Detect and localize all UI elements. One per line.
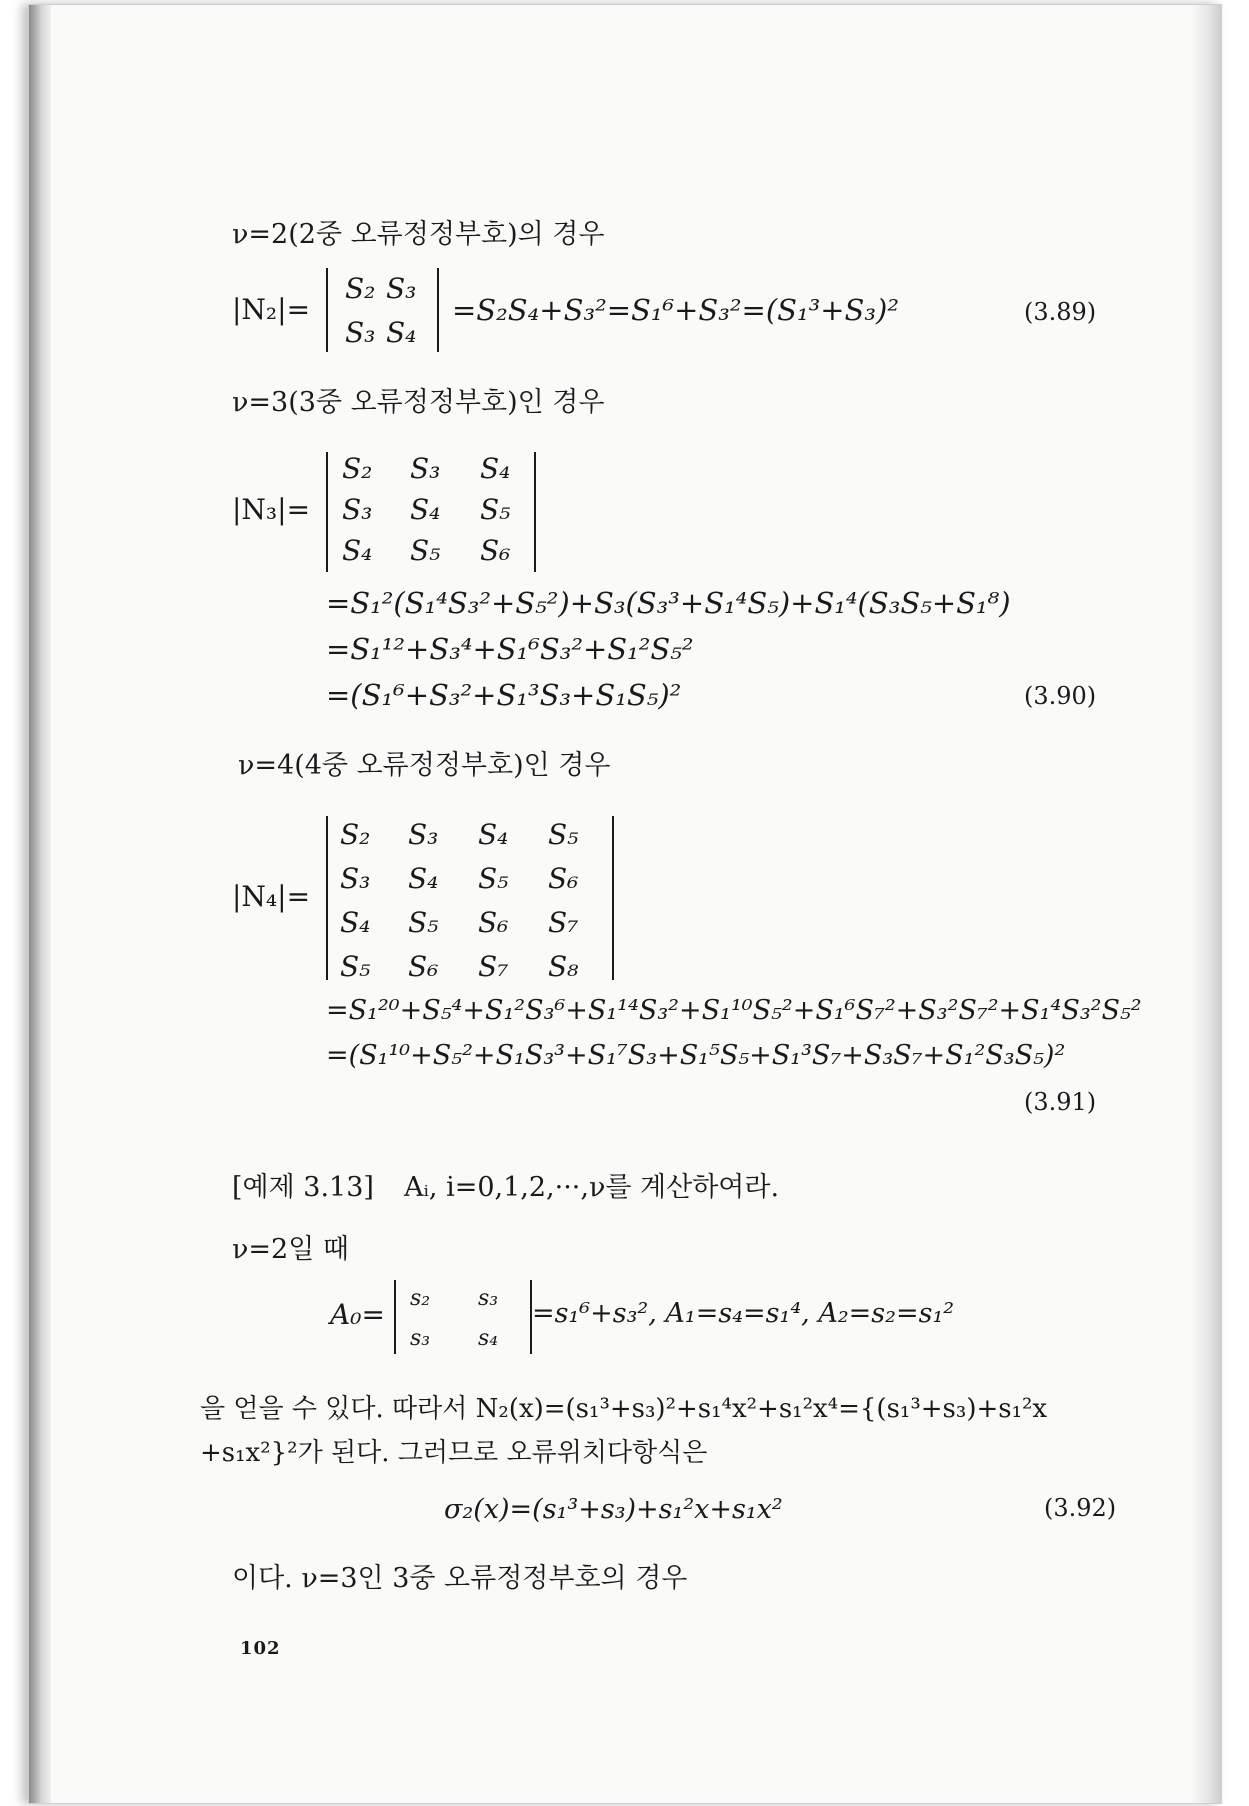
matrix-cell: S₆ xyxy=(408,950,439,983)
page-spine-shadow xyxy=(29,5,51,1803)
example-statement: Aᵢ, i=0,1,2,···,ν를 계산하여라. xyxy=(404,1172,780,1203)
matrix-cell: S₃ xyxy=(408,818,439,851)
matrix-cell: S₅ xyxy=(408,906,439,939)
eq392-formula: σ₂(x)=(s₁³+s₃)+s₁²x+s₁x² xyxy=(444,1494,783,1525)
eq390-line-2: =S₁¹²+S₃⁴+S₁⁶S₃²+S₁²S₅² xyxy=(326,632,694,666)
matrix-cell: S₈ xyxy=(548,950,579,983)
matrix-cell: S₂ xyxy=(342,452,373,485)
matrix-cell: s₃ xyxy=(410,1326,431,1351)
a0-lhs: A₀= xyxy=(330,1298,385,1331)
matrix-cell: S₆ xyxy=(548,862,579,895)
eq391-line-2: =(S₁¹⁰+S₅²+S₁S₃³+S₁⁷S₃+S₁⁵S₅+S₁³S₇+S₃S₇+S₁²S₃S₅)² xyxy=(326,1040,1066,1071)
matrix-cell: S₆ xyxy=(480,534,511,567)
matrix-cell: S₄ xyxy=(408,862,439,895)
matrix-cell: S₇ xyxy=(548,906,579,939)
page-number: 102 xyxy=(240,1638,281,1659)
matrix-cell: S₂ xyxy=(345,272,376,305)
matrix-cell: s₄ xyxy=(478,1326,499,1351)
matrix-cell: S₆ xyxy=(478,906,509,939)
page-edge-shadow xyxy=(1191,5,1221,1803)
eq389-rhs: =S₂S₄+S₃²=S₁⁶+S₃²=(S₁³+S₃)² xyxy=(452,293,899,327)
matrix-cell: S₇ xyxy=(478,950,509,983)
matrix-cell: S₄ xyxy=(478,818,509,851)
matrix-cell: S₄ xyxy=(386,316,417,349)
matrix-cell: S₄ xyxy=(410,493,441,526)
matrix-cell: s₂ xyxy=(410,1286,431,1311)
a0-rhs: =s₁⁶+s₃², A₁=s₄=s₁⁴, A₂=s₂=s₁² xyxy=(532,1298,955,1329)
eq392-number: (3.92) xyxy=(1044,1494,1117,1522)
paragraph-line-1: 을 얻을 수 있다. 따라서 N₂(x)=(s₁³+s₃)²+s₁⁴x²+s₁²x⁴={(s₁³+s₃)+s₁²x xyxy=(200,1394,1048,1424)
eq391-number: (3.91) xyxy=(1024,1088,1097,1116)
eq389-det-bar-right xyxy=(437,268,439,352)
matrix-cell: S₃ xyxy=(342,493,373,526)
matrix-cell: S₄ xyxy=(340,906,371,939)
matrix-cell: S₃ xyxy=(345,316,376,349)
eq389-lhs: |N₂|= xyxy=(232,293,311,326)
eq390-lhs: |N₃|= xyxy=(232,493,311,526)
section-heading-nu4: ν=4(4중 오류정정부호)인 경우 xyxy=(238,750,611,781)
section-heading-nu3: ν=3(3중 오류정정부호)인 경우 xyxy=(232,387,605,418)
matrix-cell: S₃ xyxy=(410,452,441,485)
eq391-lhs: |N₄|= xyxy=(232,880,311,913)
closing-line: 이다. ν=3인 3중 오류정정부호의 경우 xyxy=(232,1563,688,1594)
eq389-det-bar-left xyxy=(326,268,328,352)
example-case-heading: ν=2일 때 xyxy=(232,1234,349,1265)
a0-det-bar-left xyxy=(394,1280,396,1354)
matrix-cell: S₃ xyxy=(340,862,371,895)
eq391-det-bar-right xyxy=(612,816,614,980)
eq390-line-3: =(S₁⁶+S₃²+S₁³S₃+S₁S₅)² xyxy=(326,678,682,712)
eq390-number: (3.90) xyxy=(1024,682,1097,710)
eq391-det-bar-left xyxy=(326,816,328,980)
matrix-cell: S₅ xyxy=(480,493,511,526)
matrix-cell: S₄ xyxy=(480,452,511,485)
matrix-cell: s₃ xyxy=(478,1286,499,1311)
matrix-cell: S₅ xyxy=(340,950,371,983)
example-label: [예제 3.13] xyxy=(232,1172,374,1203)
section-heading-nu2: ν=2(2중 오류정정부호)의 경우 xyxy=(232,219,605,250)
paragraph-line-2: +s₁x²}²가 된다. 그러므로 오류위치다항식은 xyxy=(200,1438,708,1468)
book-page xyxy=(28,4,1222,1804)
matrix-cell: S₅ xyxy=(410,534,441,567)
matrix-cell: S₅ xyxy=(478,862,509,895)
eq391-line-1: =S₁²⁰+S₅⁴+S₁²S₃⁶+S₁¹⁴S₃²+S₁¹⁰S₅²+S₁⁶S₇²+S₃²S₇²+S₁⁴S₃²S₅² xyxy=(326,995,1142,1026)
eq390-det-bar-right xyxy=(534,452,536,572)
eq389-number: (3.89) xyxy=(1024,298,1097,326)
matrix-cell: S₄ xyxy=(342,534,373,567)
eq390-line-1: =S₁²(S₁⁴S₃²+S₅²)+S₃(S₃³+S₁⁴S₅)+S₁⁴(S₃S₅+S₁⁸) xyxy=(326,586,1011,620)
matrix-cell: S₅ xyxy=(548,818,579,851)
matrix-cell: S₃ xyxy=(386,272,417,305)
matrix-cell: S₂ xyxy=(340,818,371,851)
eq390-det-bar-left xyxy=(326,452,328,572)
